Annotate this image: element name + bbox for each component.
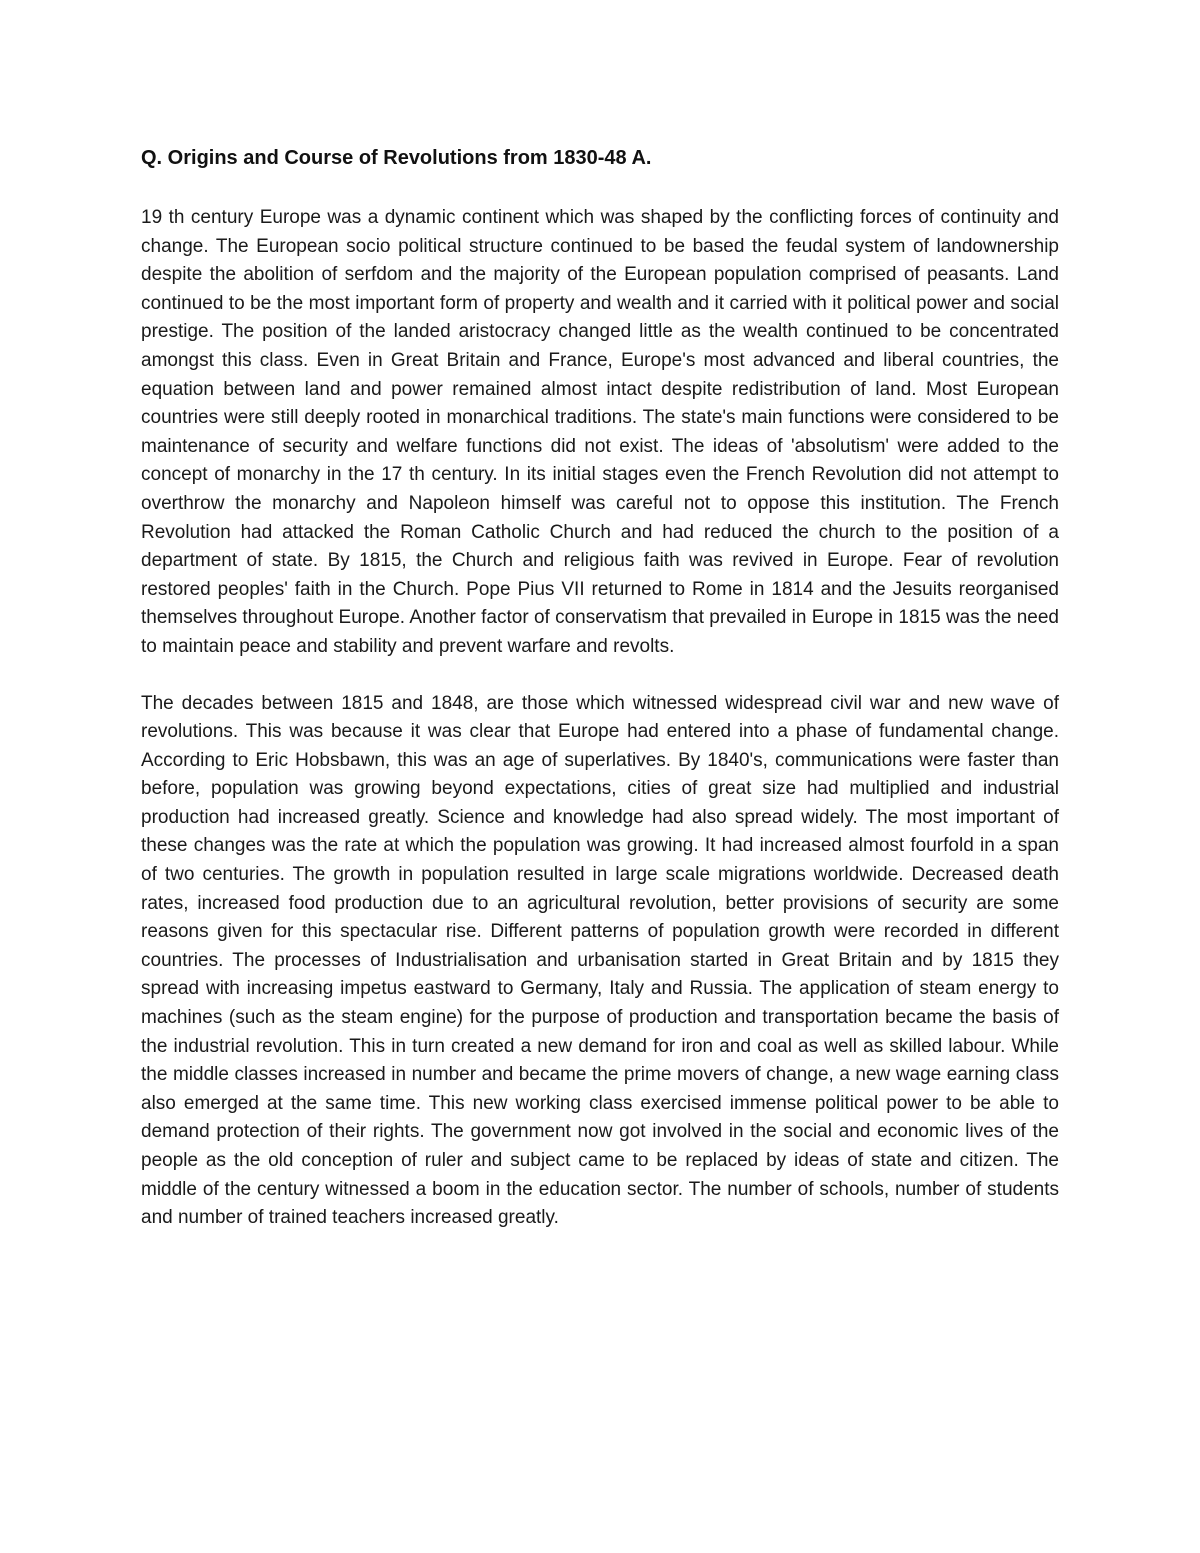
document-page	[141, 144, 1059, 1261]
document-title: Q. Origins and Course of Revolutions from 1830-48 A.	[141, 147, 652, 169]
paragraph-2: The decades between 1815 and 1848, are those which witnessed widespread civil war and new wave of revolutions. This was because it was clear that Europe had entered into a phase of fundamental change. According to Eric Hobsbawn, this was an age of superlatives. By 1840's, communications were faster than before, population was growing beyond expectations, cities of great size had multiplied and industrial production had increased greatly. Science and knowledge had also spread widely. The most important of these changes was the rate at which the population was growing. It had increased almost fourfold in a span of two centuries. The growth in population resulted in large scale migrations worldwide. Decreased death rates, increased food production due to an agricultural revolution, better provisions of security are some reasons given for this spectacular rise. Different patterns of population growth were recorded in different countries. The processes of Industrialisation and urbanisation started in Great Britain and by 1815 they spread with increasing impetus eastward to Germany, Italy and Russia. The application of steam energy to machines (such as the steam engine) for the purpose of production and transportation became the basis of the industrial revolution. This in turn created a new demand for iron and coal as well as skilled labour. While the middle classes increased in number and became the prime movers of change, a new wage earning class also emerged at the same time. This new working class exercised immense political power to be able to demand protection of their rights. The government now got involved in the social and economic lives of the people as the old conception of ruler and subject came to be replaced by ideas of state and citizen. The middle of the century witnessed a boom in the education sector. The number of schools, number of students and number of trained teachers increased greatly.	[141, 692, 1059, 1229]
paragraph-1: 19 th century Europe was a dynamic continent which was shaped by the conflicting forces of continuity and change. The European socio political structure continued to be based the feudal system of landownership despite the abolition of serfdom and the majority of the European population comprised of peasants. Land continued to be the most important form of property and wealth and it carried with it political power and social prestige. The position of the landed aristocracy changed little as the wealth continued to be concentrated amongst this class. Even in Great Britain and France, Europe's most advanced and liberal countries, the equation between land and power remained almost intact despite redistribution of land. Most European countries were still deeply rooted in monarchical traditions. The state's main functions were considered to be maintenance of security and welfare functions did not exist. The ideas of 'absolutism' were added to the concept of monarchy in the 17 th century. In its initial stages even the French Revolution did not attempt to overthrow the monarchy and Napoleon himself was careful not to oppose this institution. The French Revolution had attacked the Roman Catholic Church and had reduced the church to the position of a department of state. By 1815, the Church and religious faith was revived in Europe. Fear of revolution restored peoples' faith in the Church. Pope Pius VII returned to Rome in 1814 and the Jesuits reorganised themselves throughout Europe. Another factor of conservatism that prevailed in Europe in 1815 was the need to maintain peace and stability and prevent warfare and revolts.	[141, 207, 1059, 657]
